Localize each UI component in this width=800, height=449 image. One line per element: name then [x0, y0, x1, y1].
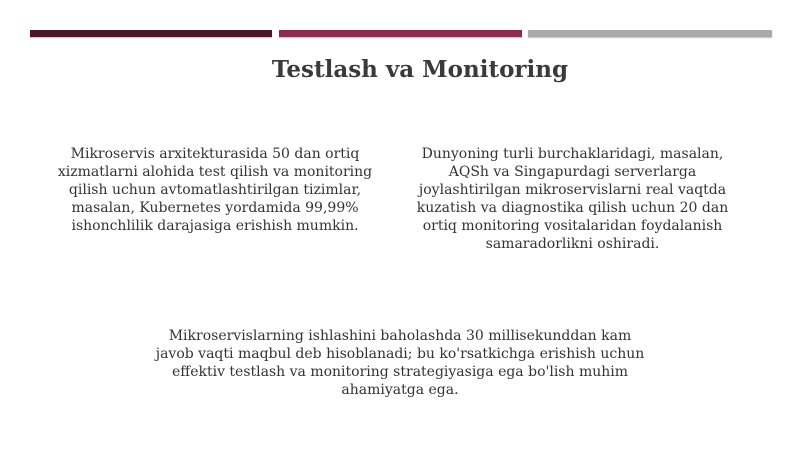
paragraph-top-right: Dunyoning turli burchaklaridagi, masalan, AQSh va Singapurdagi serverlarga joylashtirilgan mikroservislarni real vaqtda kuzatish va diagnostika qilish uchun 20 dan ortiq monitoring vositalaridan foydalanish samaradorlikni oshiradi.: [416, 146, 729, 252]
paragraph-top-left: Mikroservis arxitekturasida 50 dan ortiq xizmatlarni alohida test qilish va monitoring qilish uchun avtomatlashtirilgan tizimlar, masalan, Kubernetes yordamida 99,99% ishonchlilik darajasiga erishish mumkin.: [57, 146, 373, 234]
header-bars: [30, 30, 772, 37]
header-bar-middle: [279, 30, 522, 37]
header-bar-left: [30, 30, 272, 37]
paragraph-bottom: Mikroservislarning ishlashini baholashda 30 millisekunddan kam javob vaqti maqbul deb hisoblanadi; bu ko'rsatkichga erishish uchun effektiv testlash va monitoring strategiyasiga ega bo'lish muhim ahamiyatga ega.: [155, 328, 645, 398]
header-bar-right: [528, 30, 772, 37]
slide-title: Testlash va Monitoring: [271, 56, 569, 83]
